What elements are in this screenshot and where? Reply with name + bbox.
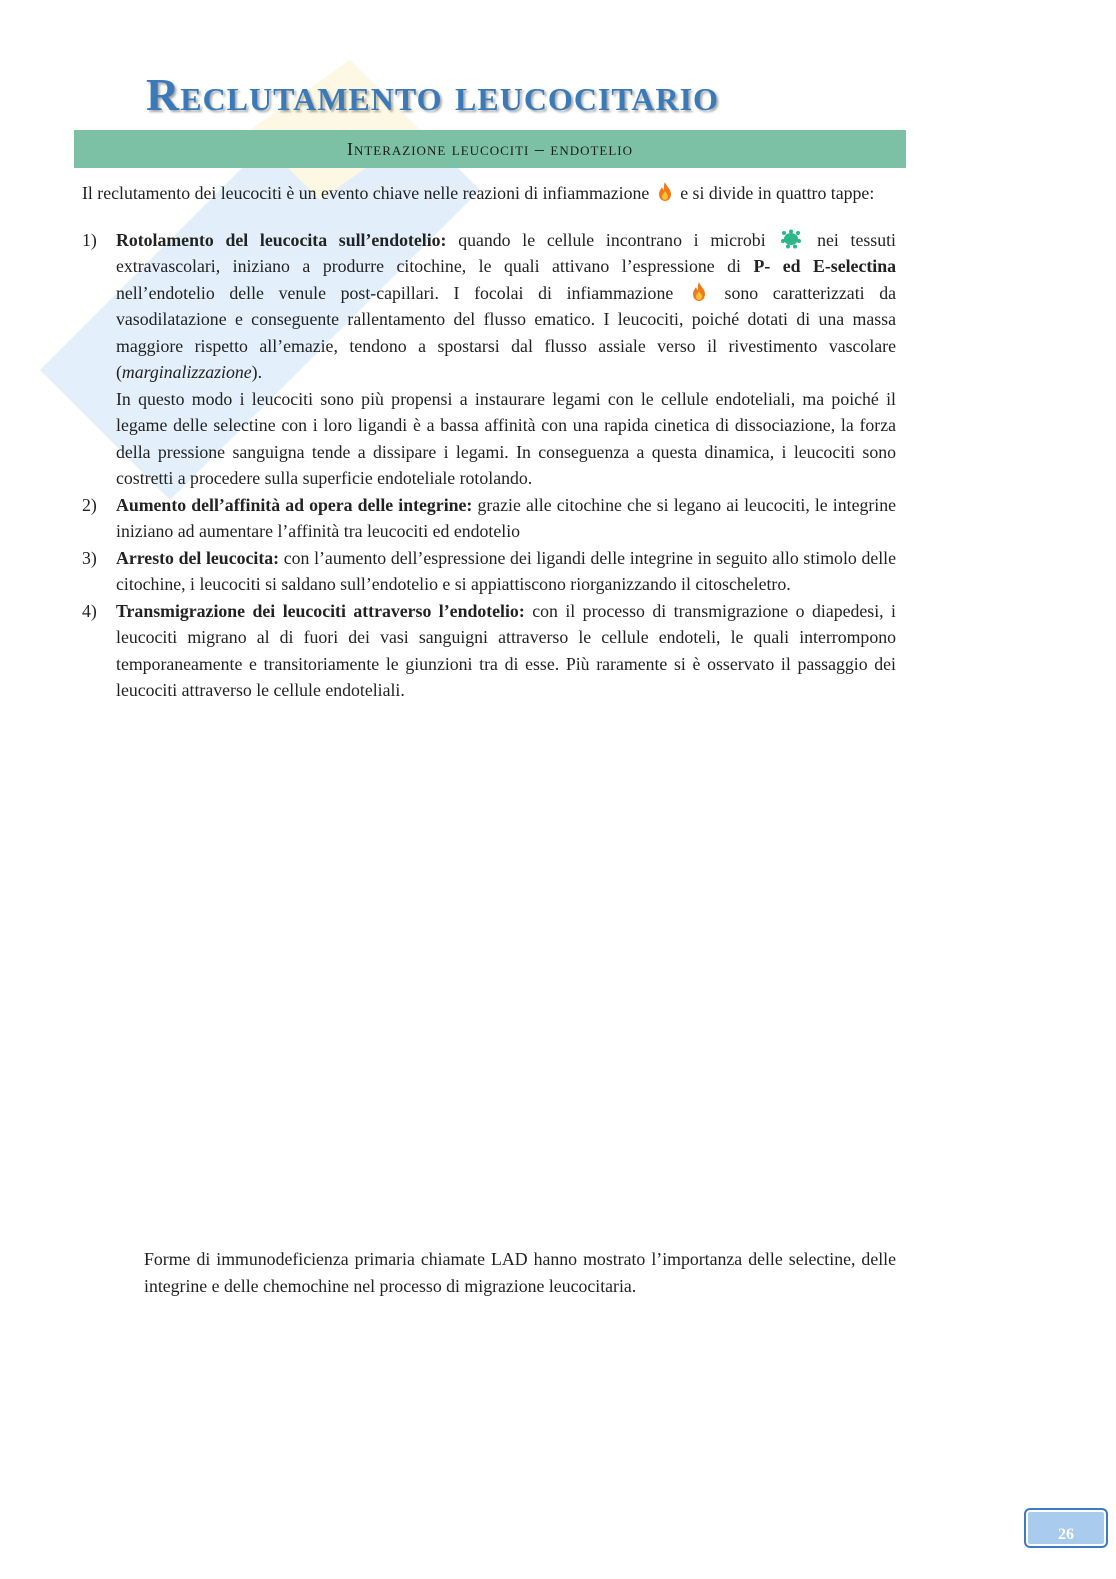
intro-text-after: e si divide in quattro tappe: (680, 183, 875, 203)
step-number: 3) (82, 547, 97, 568)
section-subtitle: Interazione leucociti – endotelio (346, 138, 634, 159)
italic-term: marginalizzazione (121, 362, 252, 382)
fire-icon (657, 181, 673, 202)
page-number-box (1024, 1508, 1108, 1548)
step-title: Rotolamento del leucocita sull’endotelio: (116, 229, 447, 250)
steps-list (82, 227, 896, 704)
step-text: grazie alle citochine che si legano ai leucociti, le integrine iniziano ad aumentare l’affinità tra leucociti ed endotelio (116, 494, 896, 541)
step-paragraph (116, 598, 896, 704)
step-text: con l’aumento dell’espressione dei ligandi delle integrine in seguito allo stimolo delle citochine, i leucociti si saldano sull’endotelio e si appiattiscono riorganizzando il citoscheletro. (116, 547, 896, 594)
closing-note: Forme di immunodeficienza primaria chiamate LAD hanno mostrato l’importanza delle selectine, delle integrine e delle chemochine nel processo di migrazione leucocitaria. (144, 1249, 896, 1296)
step-number: 1) (82, 229, 97, 250)
step-title: Aumento dell’affinità ad opera delle integrine: (116, 494, 473, 515)
step-text: nei tessuti extravascolari, iniziano a produrre citochine, le quali attivano l’espressione di (116, 229, 896, 276)
step-number: 4) (82, 600, 97, 621)
step-text: quando le cellule incontrano i microbi (458, 229, 766, 250)
intro-paragraph (82, 180, 896, 207)
step-text: con il processo di transmigrazione o diapedesi, i leucociti migrano al di fuori dei vasi sanguigni attraverso le cellule endoteli, le quali interrompono temporaneamente e transitoriamente le giunzioni tra di esse. Più raramente si è osservato il passaggio dei leucociti attraverso le cellule endoteliali. (116, 600, 896, 700)
step-paragraph-2: In questo modo i leucociti sono più propensi a instaurare legami con le cellule endoteliali, ma poiché il legame delle selectine con i loro ligandi è a bassa affinità con una rapida cinetica di dissociazione, la forza della pressione sanguigna tende a dissipare i legami. In conseguenza a questa dinamica, i leucociti sono costretti a procedere sulla superficie endoteliale rotolando. (116, 388, 896, 488)
main-content (82, 180, 896, 704)
step-title: Transmigrazione dei leucociti attraverso l’endotelio: (116, 600, 525, 621)
intro-text-before: Il reclutamento dei leucociti è un evento chiave nelle reazioni di infiammazione (82, 183, 650, 203)
list-item (82, 545, 896, 598)
list-item (82, 227, 896, 492)
step-text: ). (251, 362, 263, 382)
page-number: 26 (1058, 1526, 1074, 1543)
fire-icon (691, 281, 707, 302)
microbe-icon (780, 229, 802, 249)
step-text: sono caratterizzati da vasodilatazione e conseguente rallentamento del flusso ematico. I leucociti, poiché dotati di una massa maggiore rispetto all’emazie, tendono a spostarsi dal flusso assiale verso il rivestimento vascolare ( (116, 282, 896, 382)
step-paragraph (116, 227, 896, 386)
step-paragraph (116, 545, 896, 598)
step-title: Arresto del leucocita: (116, 547, 280, 568)
list-item (82, 598, 896, 704)
section-subheader (74, 130, 906, 168)
step-paragraph (116, 492, 896, 545)
step-text: nell’endotelio delle venule post-capillari. I focolai di infiammazione (116, 282, 674, 303)
selectin-term: P- ed E-selectina (753, 256, 896, 276)
step-number: 2) (82, 494, 97, 515)
page-title: Reclutamento leucocitario (146, 69, 719, 120)
list-item (82, 492, 896, 545)
